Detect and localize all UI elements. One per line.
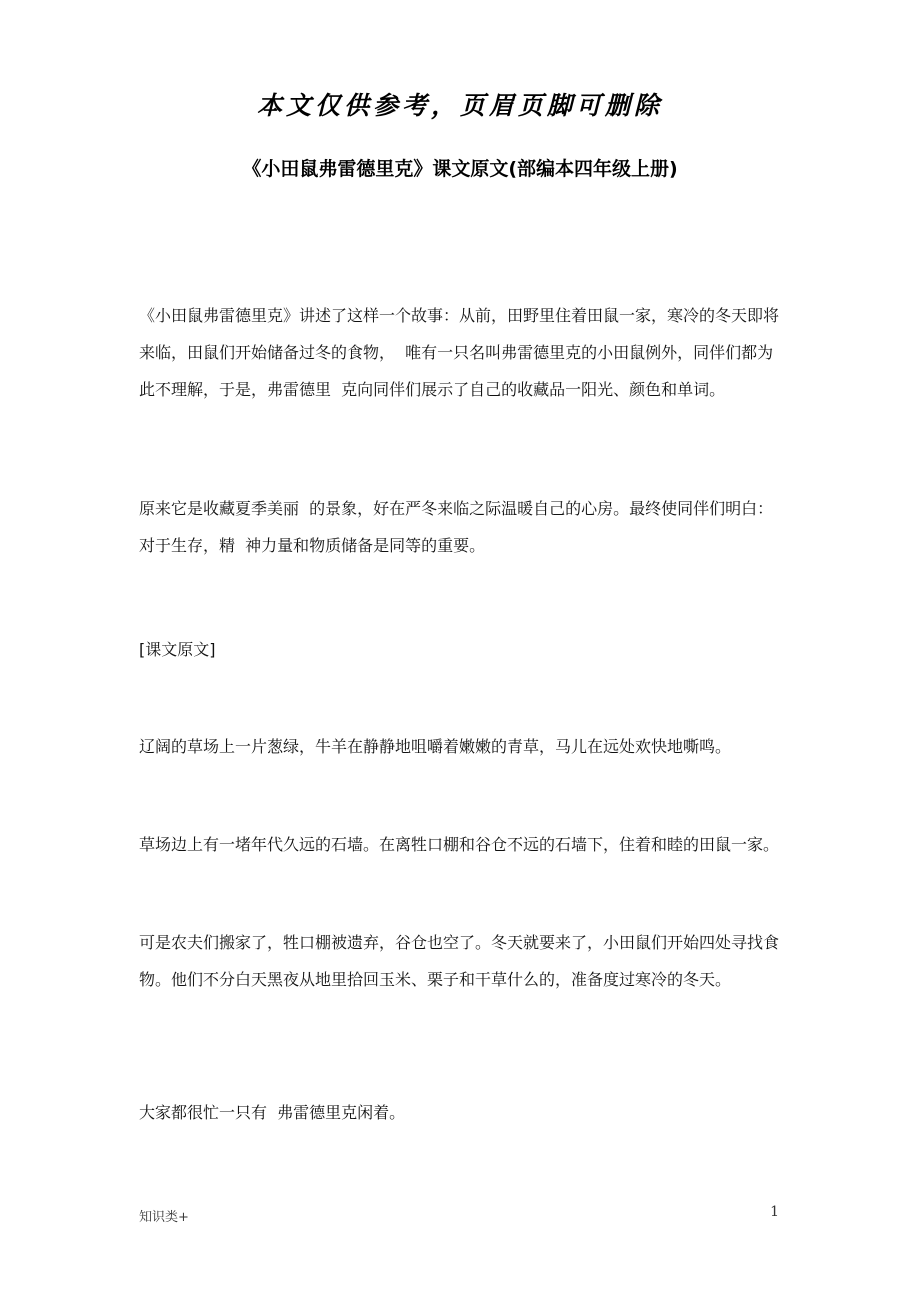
footer-label: 知识类+ xyxy=(139,1210,189,1225)
paragraph-frederick-idle: 大家都很忙一只有 弗雷德里克闲着。 xyxy=(139,1103,406,1122)
section-heading-original-text: [课文原文] xyxy=(139,640,216,659)
header-note: 本文仅供参考，页眉页脚可删除 xyxy=(256,91,663,120)
paragraph-meaning: 原来它是收藏夏季美丽 的景象，好在严冬来临之际温暖自己的心房。最终使同伴们明白：对于生存，精 神力量和物质储备是同等的重要。 xyxy=(139,499,774,555)
paragraph-summary: 《小田鼠弗雷德里克》讲述了这样一个故事：从前，田野里住着田鼠一家，寒冷的冬天即将来临，田鼠们开始储备过冬的食物， 唯有一只名叫弗雷德里克的小田鼠例外，同伴们都为此不理解，于是，弗雷德里 克向同伴们展示了自己的收藏品一阳光、颜色和单词。 xyxy=(139,306,780,399)
paragraph-meadow: 辽阔的草场上一片葱绿，牛羊在静静地咀嚼着嫩嫩的青草，马儿在远处欢快地嘶鸣。 xyxy=(139,737,732,756)
paragraph-stone-wall: 草场边上有一堵年代久远的石墙。在离牲口棚和谷仓不远的石墙下，住着和睦的田鼠一家。 xyxy=(139,835,780,854)
page-title: 《小田鼠弗雷德里克》课文原文(部编本四年级上册) xyxy=(242,158,678,180)
page-number: 1 xyxy=(770,1204,779,1220)
paragraph-winter-coming: 可是农夫们搬家了，牲口棚被遗弃，谷仓也空了。冬天就要来了，小田鼠们开始四处寻找食物。他们不分白天黑夜从地里拾回玉米、栗子和干草什么的，准备度过寒冷的冬天。 xyxy=(139,933,780,989)
